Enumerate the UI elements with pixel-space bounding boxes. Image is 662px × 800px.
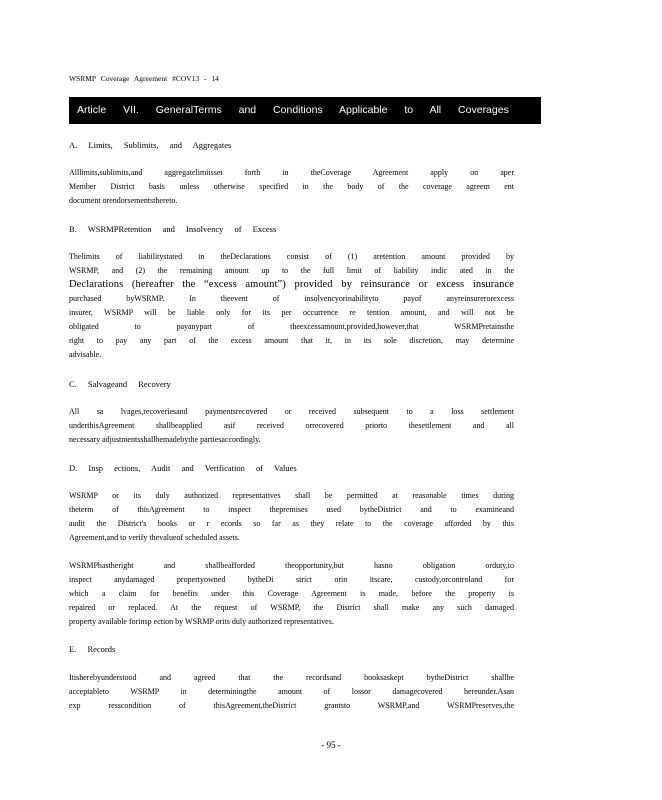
section-heading-e: E. Records (69, 644, 116, 654)
text-line: property available forinsp ection by WSRMP orits duly authorized representatives. (69, 617, 334, 626)
text-line: obligated to payanypart of theexcessamount,provided,however,that WSRMPretainsthe (69, 322, 514, 331)
text-line: WSRMPhastheright and shallbeafforded theopportunity,but hasno obligation orduty,to (69, 561, 514, 570)
text-line: document orendorsementsthereto. (69, 196, 178, 205)
section-e-paragraph (69, 671, 514, 713)
text-line: Itisherebyunderstood and agreed that the recordsand booksaskept bytheDistrict shallbe (69, 673, 514, 682)
text-line: inspect anydamaged propertyowned bytheDi strict orin itscare, custody,orcontroland for (69, 575, 514, 584)
section-d-paragraph-2 (69, 559, 514, 629)
text-line: necessary adjustmentsshallbemadebythe partiesaccordingly. (69, 435, 261, 444)
section-heading-d: D. Insp ections, Audit and Verification of Values (69, 463, 297, 473)
text-line: audit the District's books or r ecords so far as they relate to the coverage afforded by this (69, 519, 514, 528)
section-c-paragraph (69, 405, 514, 447)
document-header: WSRMP Coverage Agreement #COV13 - 14 (69, 74, 219, 83)
text-line: underthisAgreement shallbeapplied asif received orrecovered priorto thesettlement and all (69, 421, 514, 430)
article-banner: Article VII. GeneralTerms and Conditions Applicable to All Coverages (69, 97, 541, 124)
section-heading-b: B. WSRMPRetention and Insolvency of Excess (69, 224, 277, 234)
section-heading-c: C. Salvageand Recovery (69, 379, 171, 389)
text-line: advisable. (69, 350, 102, 359)
text-line: insurer, WSRMP will be liable only for its per occurrence re tention amount, and will not be (69, 308, 514, 317)
text-line: WSRMP, and (2) the remaining amount up to the full limit of liability indic ated in the (69, 266, 514, 275)
text-line: Alllimits,sublimits,and aggregatelimitsset forth in theCoverage Agreement apply on aper (69, 168, 514, 177)
section-a-paragraph (69, 166, 514, 208)
section-b-paragraph (69, 250, 514, 362)
page-number: - 95 - (321, 740, 341, 750)
text-line: purchased byWSRMP. In theevent of insolvencyorinabilityto payof anyreinsurerorexcess (69, 294, 514, 303)
text-line: right to pay any part of the excess amount that it, in its sole discretion, may determine (69, 336, 514, 345)
text-line: Thelimits of liabilitystated in theDeclarations consist of (1) aretention amount provided by (69, 252, 514, 261)
text-line: exp resscondition of thisAgreement,theDistrict grantsto WSRMP,and WSRMPreserves,the (69, 701, 514, 710)
text-line: which a claim for benefits under this Coverage Agreement is made, before the property is (69, 589, 514, 598)
text-line: repaired or replaced. At the request of WSRMP, the District shall make any such damaged (69, 603, 514, 612)
text-line: acceptableto WSRMP in determiningthe amount of lossor damagecovered hereunder.Asan (69, 687, 514, 696)
text-line: WSRMP or its duly authorized representatives shall be permitted at reasonable times during (69, 491, 514, 500)
text-line: theterm of thisAgreement to inspect thepremises used bytheDistrict and to examineand (69, 505, 514, 514)
section-heading-a: A. Limits, Sublimits, and Aggregates (69, 140, 232, 150)
text-line: All sa lvages,recoveriesand paymentsrecovered or received subsequent to a loss settlement (69, 407, 514, 416)
text-line: Declarations (hereafter the “excess amount”) provided by reinsurance or excess insurance (69, 279, 514, 290)
text-line: Agreement,and to verify thevalueof scheduled assets. (69, 533, 240, 542)
section-d-paragraph-1 (69, 489, 514, 545)
text-line: Member District basis unless otherwise specified in the body of the coverage agreem ent (69, 182, 514, 191)
